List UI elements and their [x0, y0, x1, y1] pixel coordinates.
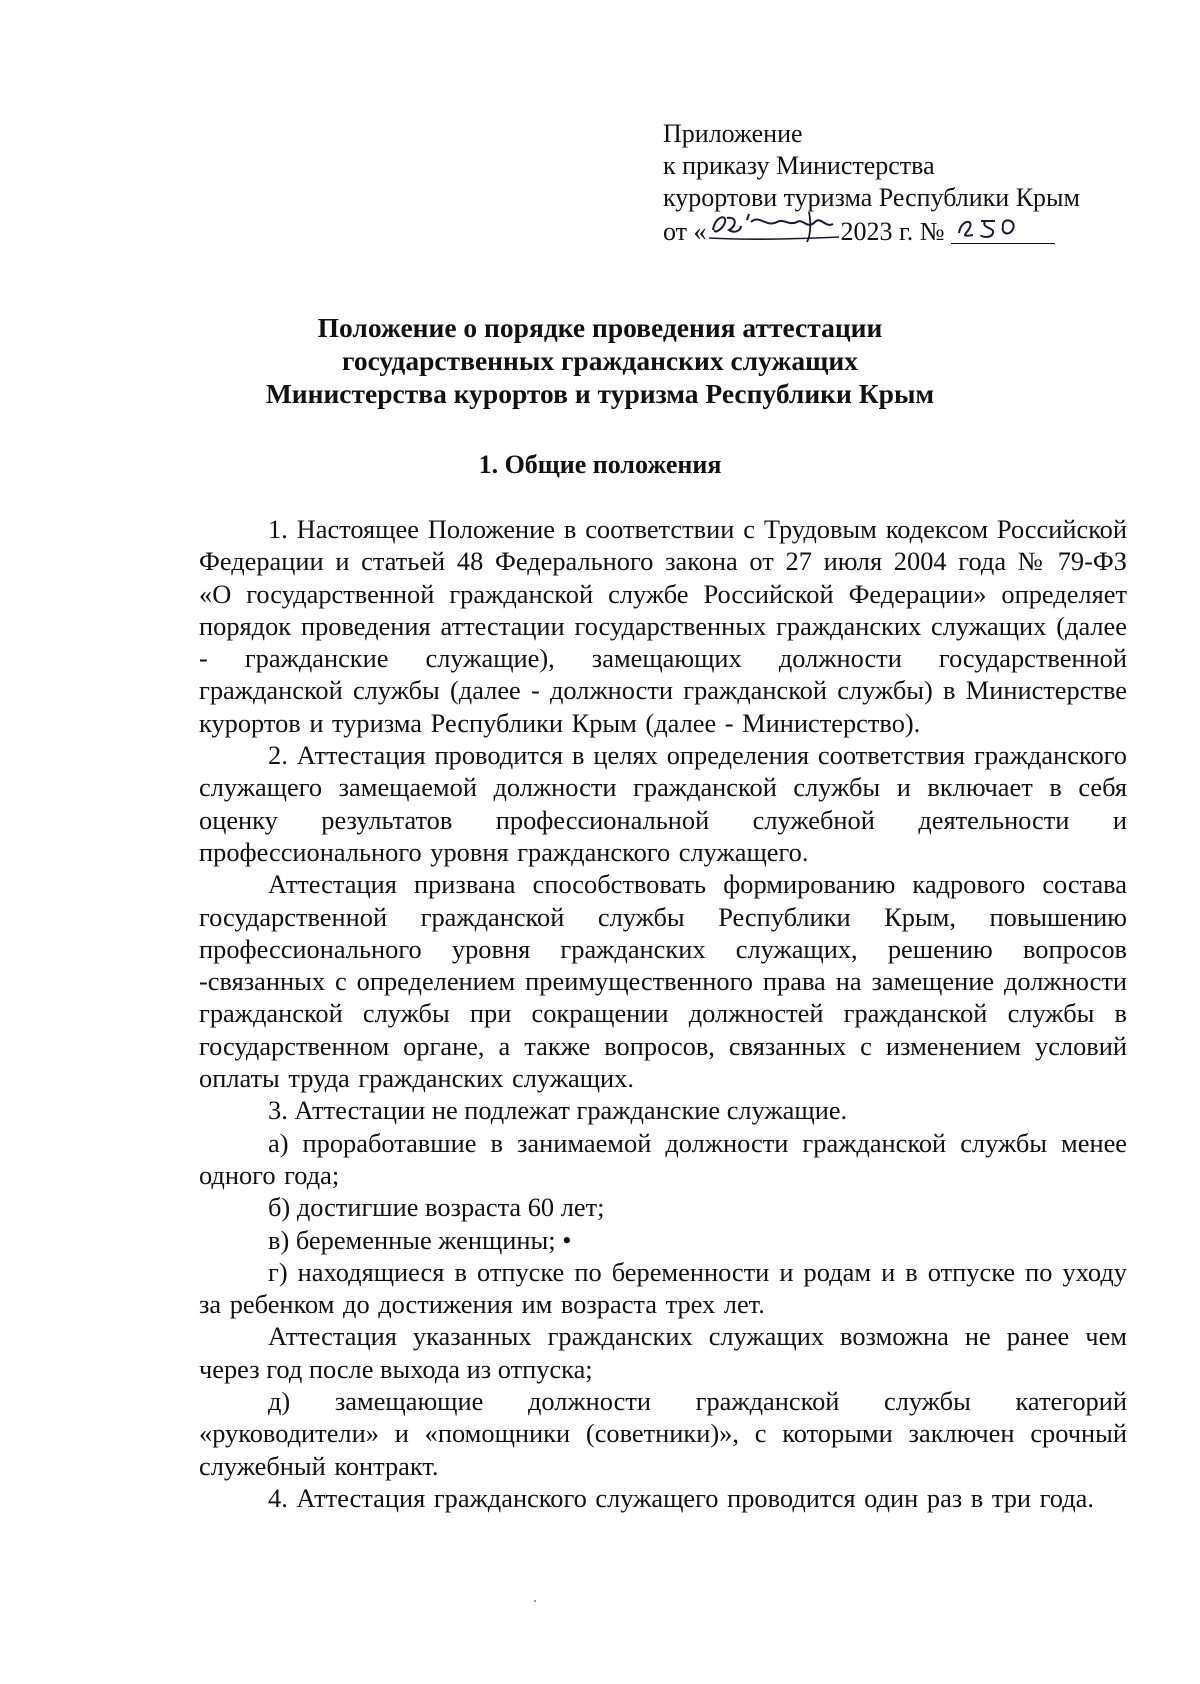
document-title: [150, 311, 1050, 410]
paragraph-1: 1. Настоящее Положение в соответствии с Трудовым кодексом Российской Федерации и статьей 48 Федерального закона от 27 июля 2004 года № 79-ФЗ «О государственной гражданской службе Российской Федерации» определяет порядок проведения аттестации государственных гражданских служащих (далее - гражданские служащие), замещающих должности государственной гражданской службы (далее - должности гражданской службы) в Министерстве курортов и туризма Республики Крым (далее - Министерство).: [199, 514, 1127, 738]
list-item-g-note: Аттестация указанных гражданских служащих возможна не ранее чем через год после выхода из отпуска;: [199, 1321, 1127, 1384]
date-year-and-number-label: 2023 г. №: [840, 217, 945, 246]
paragraph-4: 4. Аттестация гражданского служащего проводится один раз в три года.: [268, 1482, 1094, 1513]
paragraph-3: 3. Аттестации не подлежат гражданские служащие.: [268, 1095, 848, 1126]
appendix-line-1: Приложение: [663, 119, 803, 148]
handwritten-number-signature: [951, 211, 1055, 247]
list-item-a: а) проработавшие в занимаемой должности гражданской службы менее одного года;: [199, 1127, 1127, 1190]
list-item-b: б) достигшие возраста 60 лет;: [268, 1192, 605, 1223]
title-line-2: государственных гражданских служащих: [342, 345, 858, 376]
appendix-block: [663, 118, 1133, 248]
list-item-g: г) находящиеся в отпуске по беременности и родам и в отпуске по уходу за ребенком до достижения им возраста трех лет.: [199, 1256, 1127, 1320]
appendix-line-3: курортови туризма Республики Крым: [663, 183, 1080, 212]
handwritten-date: [707, 214, 841, 244]
handwritten-date-signature: [707, 208, 841, 248]
title-line-1: Положение о порядке проведения аттестации: [317, 312, 883, 343]
paragraph-2-continued: Аттестация призвана способствовать формированию кадрового состава государственной гражданской службы Республики Крым, повышению профессионального уровня гражданских служащих, решению вопросов ‑связанных с определением преимущественного права на замещение должности гражданской службы при сокращении должностей гражданской службы в государственном органе, а также вопросов, связанных с изменением условий оплаты труда гражданских служащих.: [199, 869, 1127, 1094]
title-line-3: Министерства курортов и туризма Республики Крым: [265, 378, 935, 409]
date-prefix: от «: [663, 217, 707, 246]
list-item-v: в) беременные женщины; •: [268, 1224, 572, 1255]
section-heading: 1. Общие положения: [478, 450, 722, 479]
appendix-line-2: к приказу Министерства: [663, 151, 935, 180]
handwritten-number: [951, 217, 1055, 244]
document-body: [199, 513, 1127, 1514]
stray-mark: [534, 1600, 536, 1602]
paragraph-2: 2. Аттестация проводится в целях определения соответствия гражданского служащего замещаемой должности гражданской службы и включает в себя оценку результатов профессиональной служебной деятельности и профессионального уровня гражданского служащего.: [199, 740, 1127, 867]
appendix-date-line: [663, 214, 1133, 248]
list-item-d: д) замещающие должности гражданской службы категорий «руководители» и «помощники (советники)», с которыми заключен срочный служебный контракт.: [199, 1386, 1127, 1481]
